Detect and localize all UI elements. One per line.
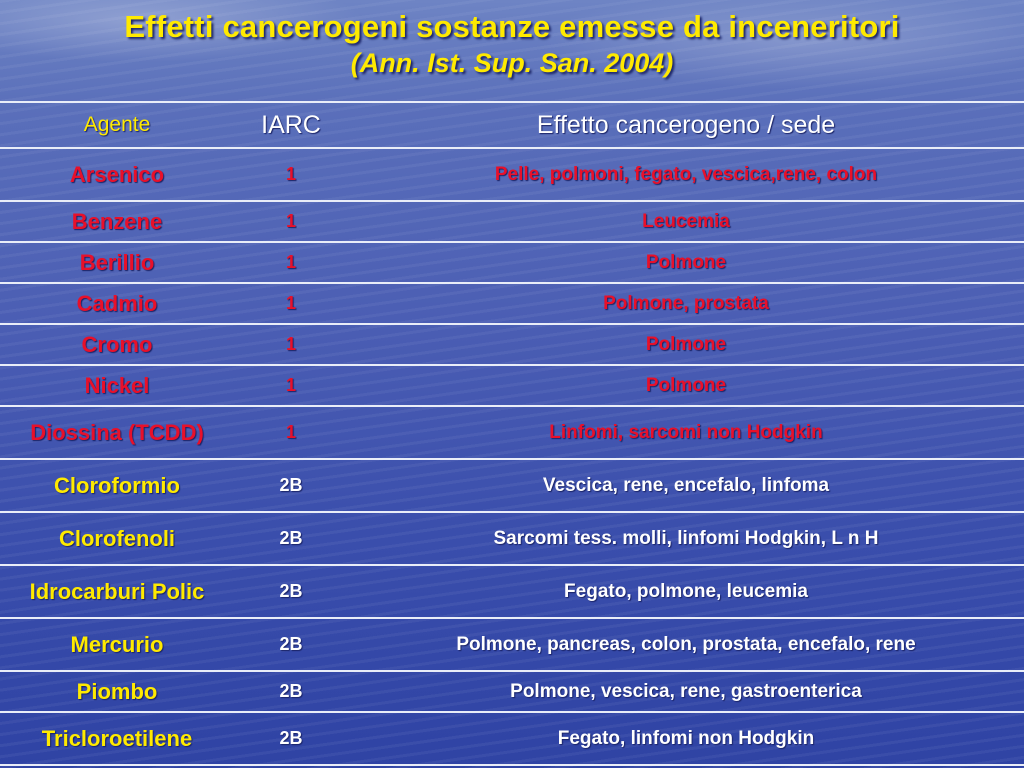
row-iarc: 1 [234,406,348,459]
row-iarc: 1 [234,324,348,365]
row-agent: Benzene [0,201,234,242]
table-row [0,565,1024,618]
title-source: (Ann. Ist. Sup. San. 2004) [350,48,674,78]
table-row [0,406,1024,459]
row-iarc: 1 [234,201,348,242]
table-row [0,671,1024,712]
row-agent: Tricloroetilene [0,712,234,765]
row-iarc: 2B [234,671,348,712]
row-effect: Sarcomi tess. molli, linfomi Hodgkin, L n H [348,512,1024,565]
table-row [0,242,1024,283]
row-iarc: 1 [234,148,348,201]
table-row [0,148,1024,201]
table-row [0,712,1024,765]
row-agent: Diossina (TCDD) [0,406,234,459]
table-row [0,324,1024,365]
table-header-row [0,102,1024,148]
row-iarc: 2B [234,512,348,565]
row-agent: Piombo [0,671,234,712]
row-agent: Idrocarburi Polic [0,565,234,618]
title-main: Effetti cancerogeni sostanze emesse da inceneritori [124,9,900,44]
row-effect: Polmone, pancreas, colon, prostata, encefalo, rene [348,618,1024,671]
row-effect: Polmone [348,242,1024,283]
row-effect: Pelle, polmoni, fegato, vescica,rene, colon [348,148,1024,201]
carcinogen-table [0,101,1024,766]
row-agent: Arsenico [0,148,234,201]
slide-title [0,8,1024,80]
row-effect: Fegato, linfomi non Hodgkin [348,712,1024,765]
row-agent: Nickel [0,365,234,406]
header-agent: Agente [0,102,234,148]
row-agent: Berillio [0,242,234,283]
row-effect: Polmone, vescica, rene, gastroenterica [348,671,1024,712]
row-agent: Mercurio [0,618,234,671]
row-effect: Polmone [348,324,1024,365]
row-iarc: 1 [234,283,348,324]
row-effect: Vescica, rene, encefalo, linfoma [348,459,1024,512]
row-iarc: 2B [234,565,348,618]
table-row [0,365,1024,406]
row-iarc: 1 [234,242,348,283]
row-agent: Cloroformio [0,459,234,512]
table-row [0,618,1024,671]
table-row [0,459,1024,512]
row-effect: Fegato, polmone, leucemia [348,565,1024,618]
row-agent: Cromo [0,324,234,365]
table-row [0,283,1024,324]
row-effect: Leucemia [348,201,1024,242]
row-effect: Polmone, prostata [348,283,1024,324]
header-effect: Effetto cancerogeno / sede [348,102,1024,148]
row-effect: Polmone [348,365,1024,406]
table-row [0,512,1024,565]
row-iarc: 2B [234,618,348,671]
table-row [0,201,1024,242]
row-iarc: 2B [234,459,348,512]
header-iarc: IARC [234,102,348,148]
row-iarc: 2B [234,712,348,765]
row-iarc: 1 [234,365,348,406]
row-agent: Clorofenoli [0,512,234,565]
row-effect: Linfomi, sarcomi non Hodgkin [348,406,1024,459]
row-agent: Cadmio [0,283,234,324]
